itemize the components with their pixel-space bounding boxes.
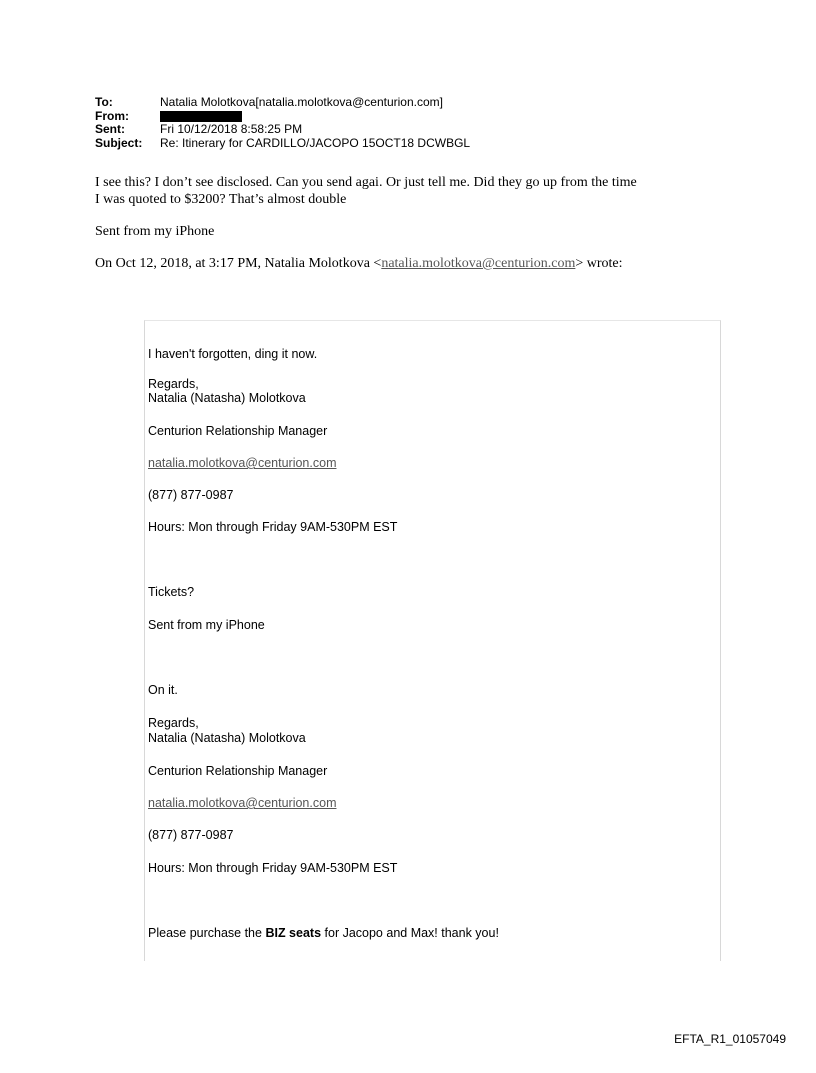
quoted-tickets: Tickets?	[148, 585, 195, 599]
subject-label: Subject:	[95, 135, 143, 150]
quoted-purchase-line	[148, 926, 499, 940]
email-header	[95, 96, 775, 150]
quoted-name-2: Natalia (Natasha) Molotkova	[148, 731, 306, 745]
wrote-prefix: On Oct 12, 2018, at 3:17 PM, Natalia Molotkova <	[95, 256, 382, 271]
subject-row	[95, 137, 775, 151]
sent-row	[95, 123, 775, 137]
quoted-sent-iphone: Sent from my iPhone	[148, 618, 265, 632]
quoted-title-2: Centurion Relationship Manager	[148, 764, 328, 778]
purchase-pre: Please purchase the	[148, 926, 266, 940]
quoted-name-1: Natalia (Natasha) Molotkova	[148, 391, 306, 405]
message-line-1: I see this? I don’t see disclosed. Can you send agai. Or just tell me. Did they go up from the time	[95, 175, 637, 190]
wrote-suffix: > wrote:	[575, 256, 623, 271]
wrote-email-link[interactable]: natalia.molotkova@centurion.com	[381, 256, 576, 271]
message-line-2: I was quoted to $3200? That’s almost double	[95, 192, 347, 207]
message-body	[95, 174, 735, 272]
to-label: To:	[95, 95, 113, 109]
quoted-title-1: Centurion Relationship Manager	[148, 424, 328, 438]
quoted-email-link-2[interactable]: natalia.molotkova@centurion.com	[148, 796, 337, 810]
quoted-on-it: On it.	[148, 683, 178, 697]
redaction-block	[160, 111, 242, 122]
to-row	[95, 96, 775, 110]
quoted-hours-2: Hours: Mon through Friday 9AM-530PM EST	[148, 861, 398, 875]
quoted-hours-1: Hours: Mon through Friday 9AM-530PM EST	[148, 520, 398, 534]
quoted-phone-2: (877) 877-0987	[148, 828, 234, 842]
from-label: From:	[95, 108, 129, 123]
quoted-message-box	[144, 320, 721, 961]
quoted-regards-1: Regards,	[148, 377, 199, 391]
purchase-bold: BIZ seats	[265, 926, 322, 940]
subject-value: Re: Itinerary for CARDILLO/JACOPO 15OCT18 DCWBGL	[160, 135, 471, 150]
quoted-msg-1: I haven't forgotten, ding it now.	[148, 347, 318, 361]
quoted-phone-1: (877) 877-0987	[148, 488, 234, 502]
quoted-email-link-1[interactable]: natalia.molotkova@centurion.com	[148, 456, 337, 470]
from-row	[95, 110, 775, 124]
sent-value: Fri 10/12/2018 8:58:25 PM	[160, 122, 303, 136]
quoted-regards-2: Regards,	[148, 716, 199, 730]
to-value: Natalia Molotkova[natalia.molotkova@centurion.com]	[160, 95, 443, 109]
wrote-line	[95, 255, 735, 272]
document-id: EFTA_R1_01057049	[674, 1032, 786, 1046]
purchase-post: for Jacopo and Max! thank you!	[321, 926, 499, 940]
message-signature: Sent from my iPhone	[95, 224, 215, 239]
sent-label: Sent:	[95, 122, 125, 136]
